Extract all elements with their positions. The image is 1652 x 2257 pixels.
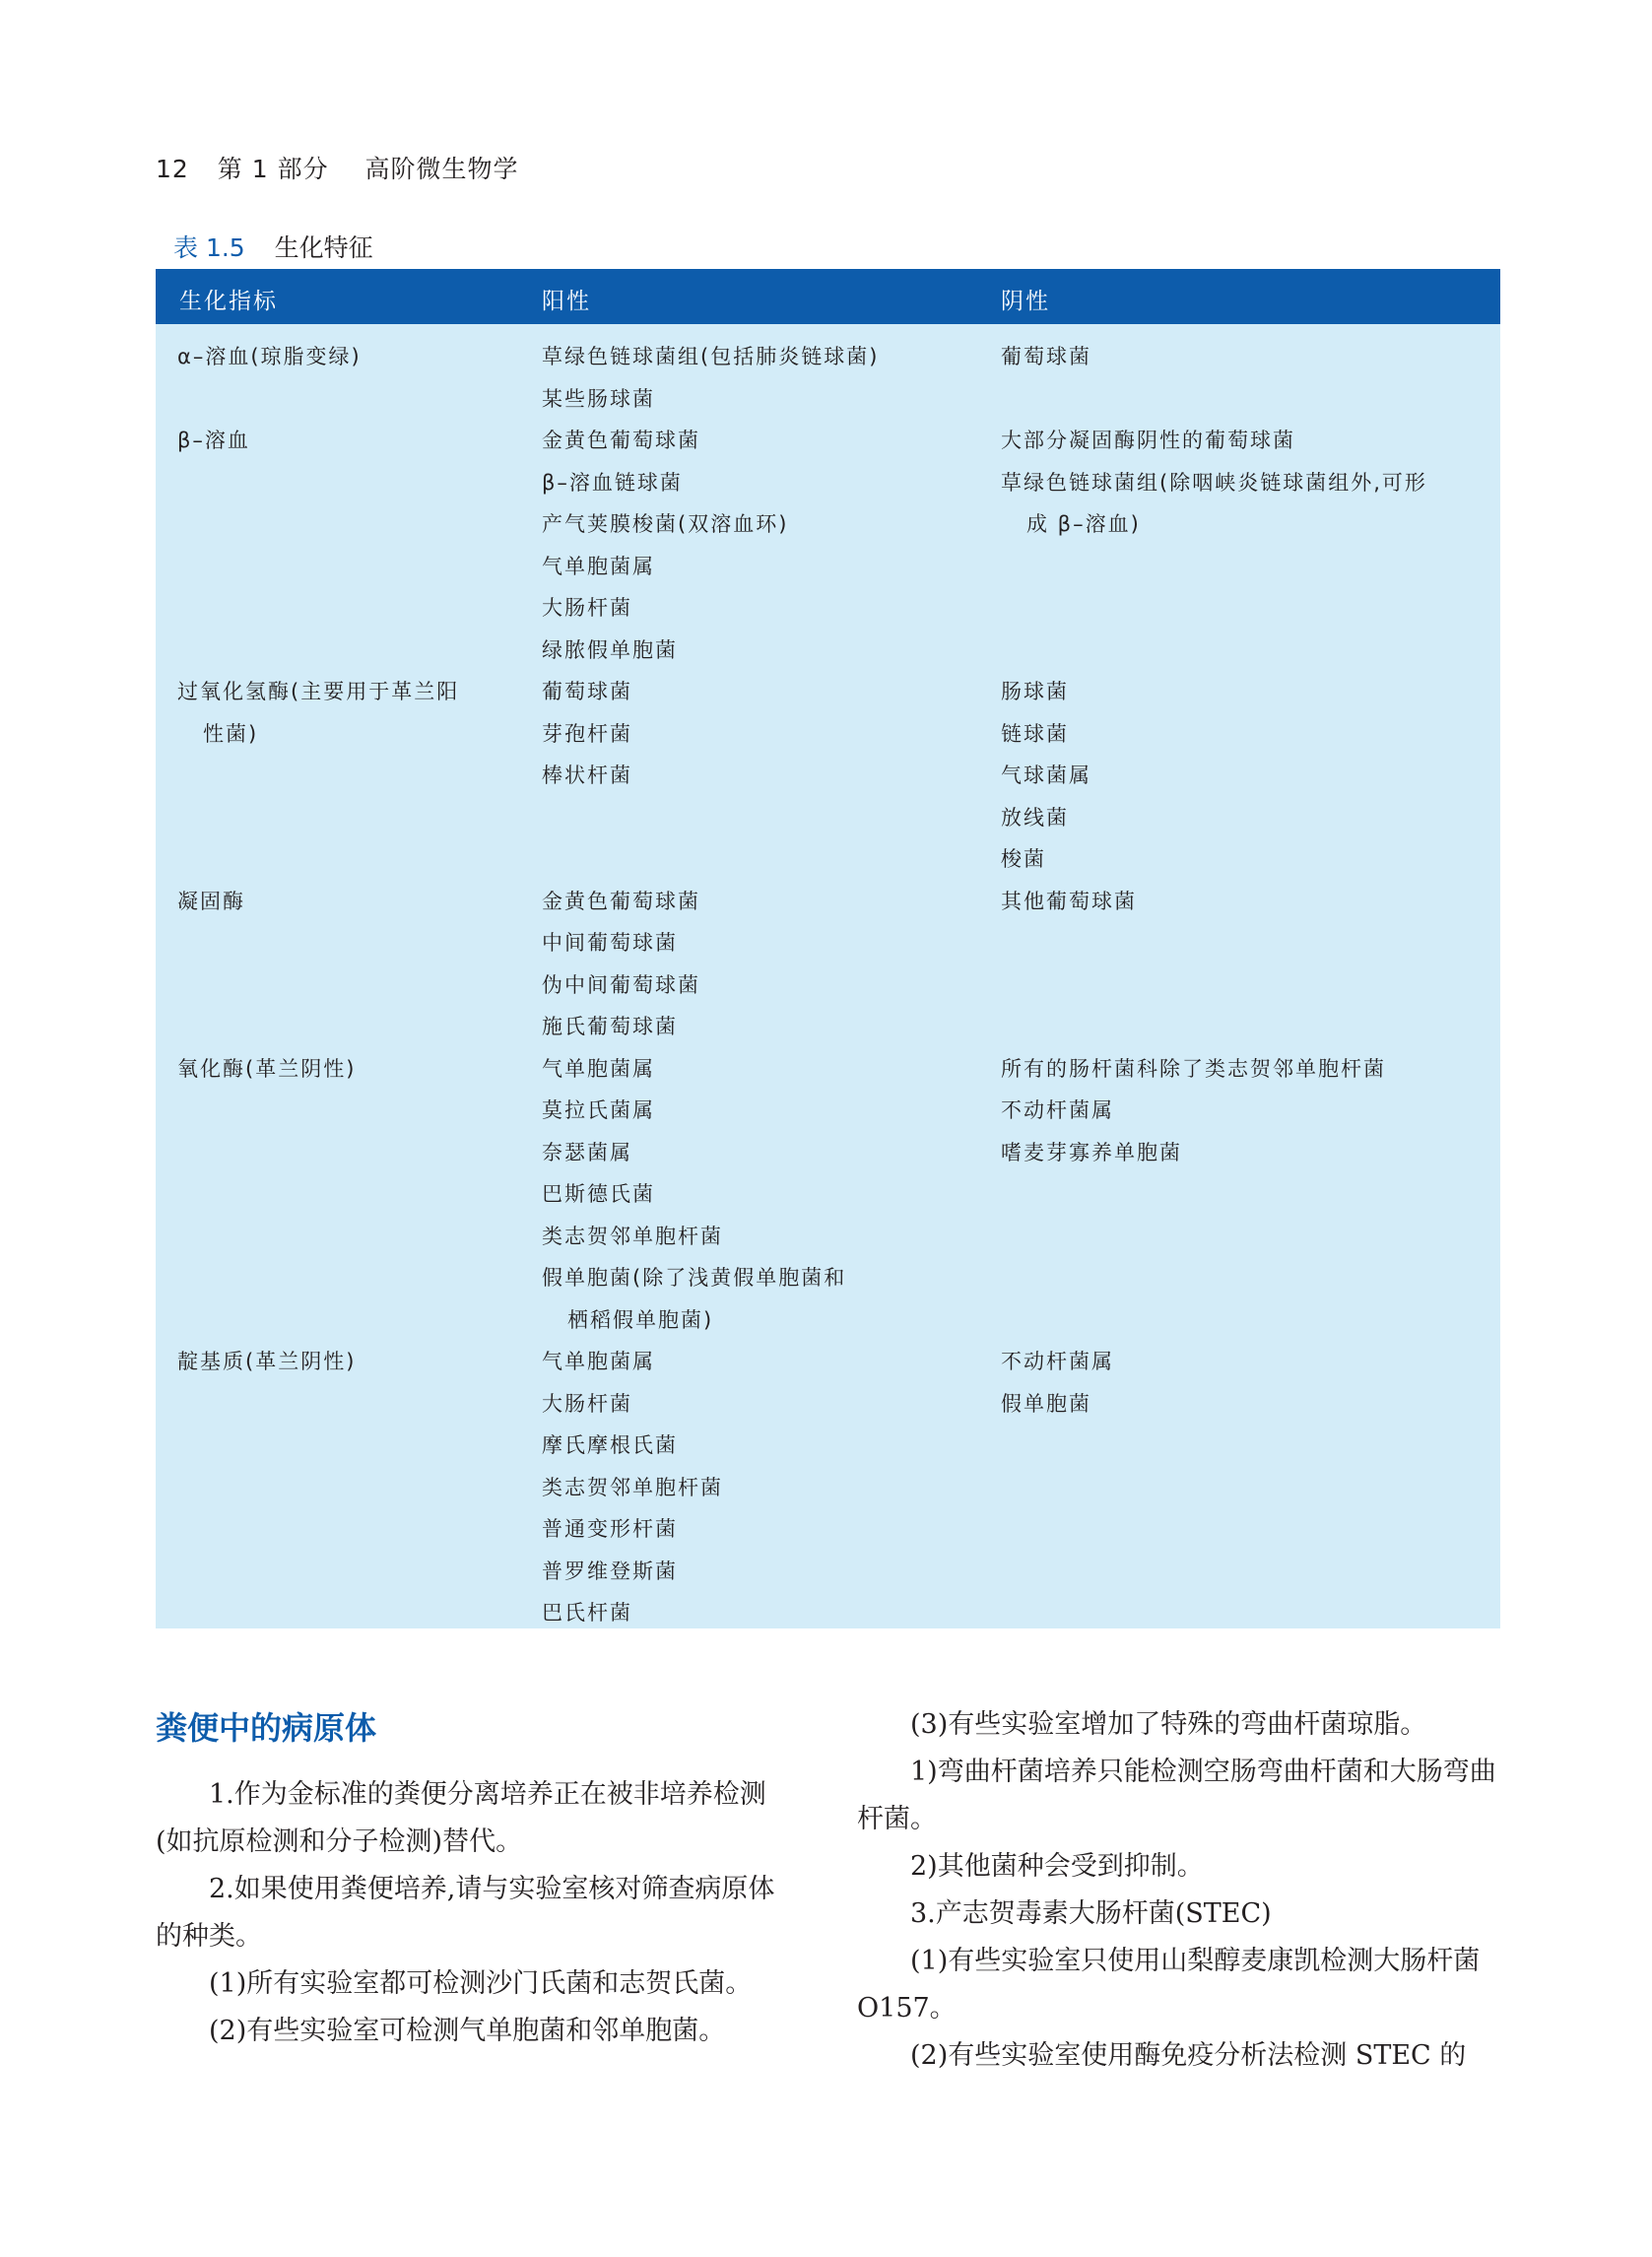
negative-cell-line: 所有的肠杆菌科除了类志贺邻单胞杆菌 xyxy=(1001,1056,1386,1081)
table-row xyxy=(156,671,1500,881)
positive-cell-line: 普罗维登斯菌 xyxy=(542,1559,678,1583)
negative-cell-line: 放线菌 xyxy=(1001,805,1069,830)
table-row xyxy=(156,1341,1500,1634)
positive-cell-line: 绿脓假单胞菌 xyxy=(542,637,678,662)
part-title: 高阶微生物学 xyxy=(364,155,519,183)
negative-cell-line: 梭菌 xyxy=(1001,847,1046,871)
paragraph: (1)有些实验室只使用山梨醇麦康凯检测大肠杆菌 O157。 xyxy=(857,1946,1481,2024)
negative-cell xyxy=(1001,1048,1493,1174)
table-row xyxy=(156,881,1500,1048)
positive-cell-line: 金黄色葡萄球菌 xyxy=(542,889,700,913)
positive-cell-line: 气单胞菌属 xyxy=(542,1350,655,1373)
paragraph: 2.如果使用粪便培养,请与实验室核对筛查病原体的种类。 xyxy=(156,1874,775,1952)
indicator-cell-line: 过氧化氢酶(主要用于革兰阳 xyxy=(177,680,460,703)
positive-cell-line: 某些肠球菌 xyxy=(542,386,655,411)
table-row xyxy=(156,1048,1500,1342)
positive-cell-line: 大肠杆菌 xyxy=(542,1391,632,1416)
positive-cell-line: 类志贺邻单胞杆菌 xyxy=(542,1224,723,1248)
paragraph: (3)有些实验室增加了特殊的弯曲杆菌琼脂。 xyxy=(910,1709,1427,1740)
negative-cell xyxy=(1001,671,1493,881)
indicator-cell xyxy=(177,1048,493,1091)
positive-cell-line: 类志贺邻单胞杆菌 xyxy=(542,1475,723,1499)
positive-cell-line: 气单胞菌属 xyxy=(542,554,655,578)
header-positive: 阳性 xyxy=(542,289,591,314)
negative-cell xyxy=(1001,1341,1493,1425)
indicator-cell-line: β–溶血 xyxy=(177,429,250,452)
positive-cell-line: 莫拉氏菌属 xyxy=(542,1098,655,1122)
positive-cell-line: 芽孢杆菌 xyxy=(542,721,632,746)
indicator-cell-line: 氧化酶(革兰阴性) xyxy=(177,1056,357,1081)
biochemical-table xyxy=(156,269,1500,1628)
positive-cell xyxy=(542,1341,965,1634)
paragraph: 2)其他菌种会受到抑制。 xyxy=(910,1851,1204,1882)
paragraph: (2)有些实验室可检测气单胞菌和邻单胞菌。 xyxy=(209,2016,726,2046)
positive-cell-line: 施氏葡萄球菌 xyxy=(542,1015,678,1038)
page-number: 12 xyxy=(156,155,189,183)
positive-cell xyxy=(542,1048,965,1342)
indicator-cell xyxy=(177,881,493,923)
paragraph: 1.作为金标准的粪便分离培养正在被非培养检测(如抗原检测和分子检测)替代。 xyxy=(156,1779,766,1857)
paragraph: 3.产志贺毒素大肠杆菌(STEC) xyxy=(910,1898,1272,1929)
negative-cell-line: 气球菌属 xyxy=(1001,763,1091,787)
negative-cell-line: 不动杆菌属 xyxy=(1001,1098,1114,1122)
paragraph: 1)弯曲杆菌培养只能检测空肠弯曲杆菌和大肠弯曲杆菌。 xyxy=(857,1757,1496,1834)
positive-cell xyxy=(542,671,965,797)
part-label: 第 1 部分 xyxy=(217,155,329,183)
positive-cell-line: 中间葡萄球菌 xyxy=(542,931,678,955)
positive-cell-line: 栖稻假单胞菌) xyxy=(567,1307,714,1332)
positive-cell xyxy=(542,336,965,420)
page-header xyxy=(156,150,519,185)
positive-cell-line: 伪中间葡萄球菌 xyxy=(542,972,700,997)
indicator-cell-line: 性菌) xyxy=(203,721,259,746)
table-caption xyxy=(173,229,373,264)
negative-cell xyxy=(1001,336,1493,378)
positive-cell-line: 大肠杆菌 xyxy=(542,596,632,620)
table-row xyxy=(156,336,1500,420)
negative-cell-line: 大部分凝固酶阴性的葡萄球菌 xyxy=(1001,429,1295,452)
positive-cell-line: 巴氏杆菌 xyxy=(542,1601,632,1625)
indicator-cell-line: 靛基质(革兰阴性) xyxy=(177,1350,357,1373)
table-row xyxy=(156,420,1500,671)
table-label: 表 1.5 xyxy=(173,233,245,262)
positive-cell-line: 草绿色链球菌组(包括肺炎链球菌) xyxy=(542,345,880,368)
negative-cell-line: 葡萄球菌 xyxy=(1001,345,1091,368)
positive-cell-line: 棒状杆菌 xyxy=(542,763,632,787)
text-column-right xyxy=(857,1701,1500,2080)
table-header-row xyxy=(156,269,1500,324)
negative-cell-line: 草绿色链球菌组(除咽峡炎链球菌组外,可形 xyxy=(1001,470,1427,495)
indicator-cell xyxy=(177,420,493,462)
text-column-left xyxy=(156,1704,796,2055)
negative-cell-line: 嗜麦芽寡养单胞菌 xyxy=(1001,1140,1182,1164)
indicator-cell xyxy=(177,671,493,755)
negative-cell-line: 假单胞菌 xyxy=(1001,1391,1091,1416)
positive-cell-line: 金黄色葡萄球菌 xyxy=(542,429,700,452)
positive-cell-line: 气单胞菌属 xyxy=(542,1056,655,1081)
negative-cell xyxy=(1001,881,1493,923)
positive-cell-line: 摩氏摩根氏菌 xyxy=(542,1433,678,1457)
positive-cell xyxy=(542,420,965,671)
header-indicator: 生化指标 xyxy=(179,289,278,314)
indicator-cell xyxy=(177,1341,493,1383)
paragraph: (2)有些实验室使用酶免疫分析法检测 STEC 的 xyxy=(910,2040,1467,2071)
table-body xyxy=(156,324,1500,1634)
indicator-cell-line: 凝固酶 xyxy=(177,889,245,913)
positive-cell-line: 产气荚膜梭菌(双溶血环) xyxy=(542,512,789,536)
positive-cell-line: 奈瑟菌属 xyxy=(542,1140,632,1164)
indicator-cell-line: α–溶血(琼脂变绿) xyxy=(177,345,362,368)
negative-cell-line: 不动杆菌属 xyxy=(1001,1350,1114,1373)
table-title: 生化特征 xyxy=(274,233,373,262)
negative-cell-line: 成 β–溶血) xyxy=(1026,512,1141,536)
negative-cell xyxy=(1001,420,1493,546)
header-negative: 阴性 xyxy=(1001,289,1050,314)
indicator-cell xyxy=(177,336,493,378)
positive-cell-line: 葡萄球菌 xyxy=(542,680,632,703)
positive-cell-line: 巴斯德氏菌 xyxy=(542,1182,655,1206)
negative-cell-line: 链球菌 xyxy=(1001,721,1069,746)
positive-cell-line: β–溶血链球菌 xyxy=(542,470,683,495)
negative-cell-line: 其他葡萄球菌 xyxy=(1001,889,1137,913)
paragraph: (1)所有实验室都可检测沙门氏菌和志贺氏菌。 xyxy=(209,1968,753,1999)
section-title: 粪便中的病原体 xyxy=(156,1709,377,1747)
positive-cell-line: 普通变形杆菌 xyxy=(542,1517,678,1541)
positive-cell-line: 假单胞菌(除了浅黄假单胞菌和 xyxy=(542,1266,847,1290)
positive-cell xyxy=(542,881,965,1048)
negative-cell-line: 肠球菌 xyxy=(1001,680,1069,703)
